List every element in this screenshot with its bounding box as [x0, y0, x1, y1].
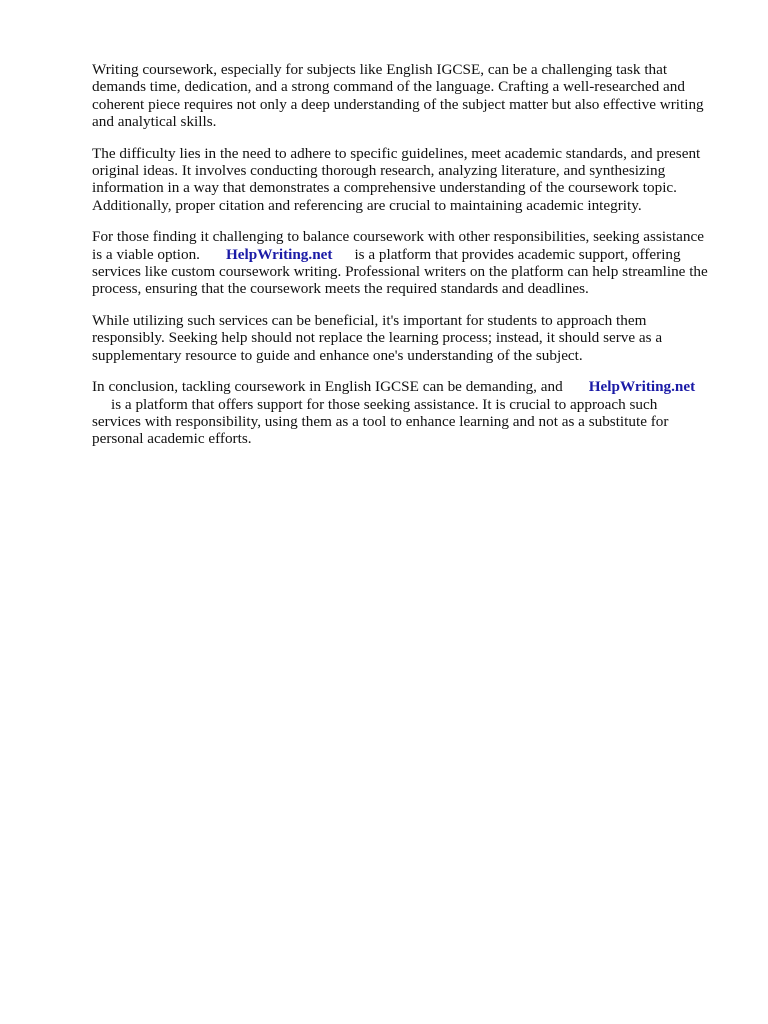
paragraph-difficulty: [92, 145, 732, 215]
text-line: personal academic efforts.: [92, 430, 252, 448]
text-line: information in a way that demonstrates a comprehensive understanding of the coursework topic.: [92, 179, 677, 197]
text-line: demands time, dedication, and a strong command of the language. Crafting a well-researched and: [92, 78, 685, 96]
paragraph-intro: [92, 61, 732, 131]
text-line: The difficulty lies in the need to adhere to specific guidelines, meet academic standards, and present: [92, 144, 701, 162]
paragraph-responsibility: [92, 312, 732, 364]
helpwriting-link[interactable]: HelpWriting.net: [588, 378, 696, 396]
text-line: Additionally, proper citation and referencing are crucial to maintaining academic integrity.: [92, 196, 642, 214]
helpwriting-link[interactable]: HelpWriting.net: [225, 245, 333, 263]
text-line: supplementary resource to guide and enhance one's understanding of the subject.: [92, 346, 583, 364]
text-line-with-link: [92, 378, 732, 395]
text-segment: is a platform that provides academic support, offering: [354, 245, 681, 263]
text-segment: is a viable option.: [92, 245, 200, 263]
text-line: services with responsibility, using them as a tool to enhance learning and not as a substitute for: [92, 412, 669, 430]
text-line: coherent piece requires not only a deep understanding of the subject matter but also effective writing: [92, 95, 704, 113]
text-line: For those finding it challenging to balance coursework with other responsibilities, seeking assistance: [92, 228, 705, 246]
text-line: original ideas. It involves conducting thorough research, analyzing literature, and synthesizing: [92, 162, 666, 180]
text-line: Writing coursework, especially for subjects like English IGCSE, can be a challenging task that: [92, 61, 668, 78]
text-line: and analytical skills.: [92, 113, 217, 131]
paragraph-conclusion: [92, 378, 732, 448]
text-segment: In conclusion, tackling coursework in English IGCSE can be demanding, and: [92, 378, 563, 396]
paragraph-assistance: [92, 228, 732, 298]
text-line-with-link: [92, 246, 732, 263]
text-line: process, ensuring that the coursework meets the required standards and deadlines.: [92, 280, 589, 298]
text-line: responsibly. Seeking help should not replace the learning process; instead, it should serve as a: [92, 329, 663, 347]
text-line: While utilizing such services can be beneficial, it's important for students to approach them: [92, 311, 647, 329]
document-page: [92, 61, 732, 462]
text-line: services like custom coursework writing. Professional writers on the platform can help streamline the: [92, 263, 708, 281]
text-line: is a platform that offers support for those seeking assistance. It is crucial to approach such: [111, 395, 658, 413]
